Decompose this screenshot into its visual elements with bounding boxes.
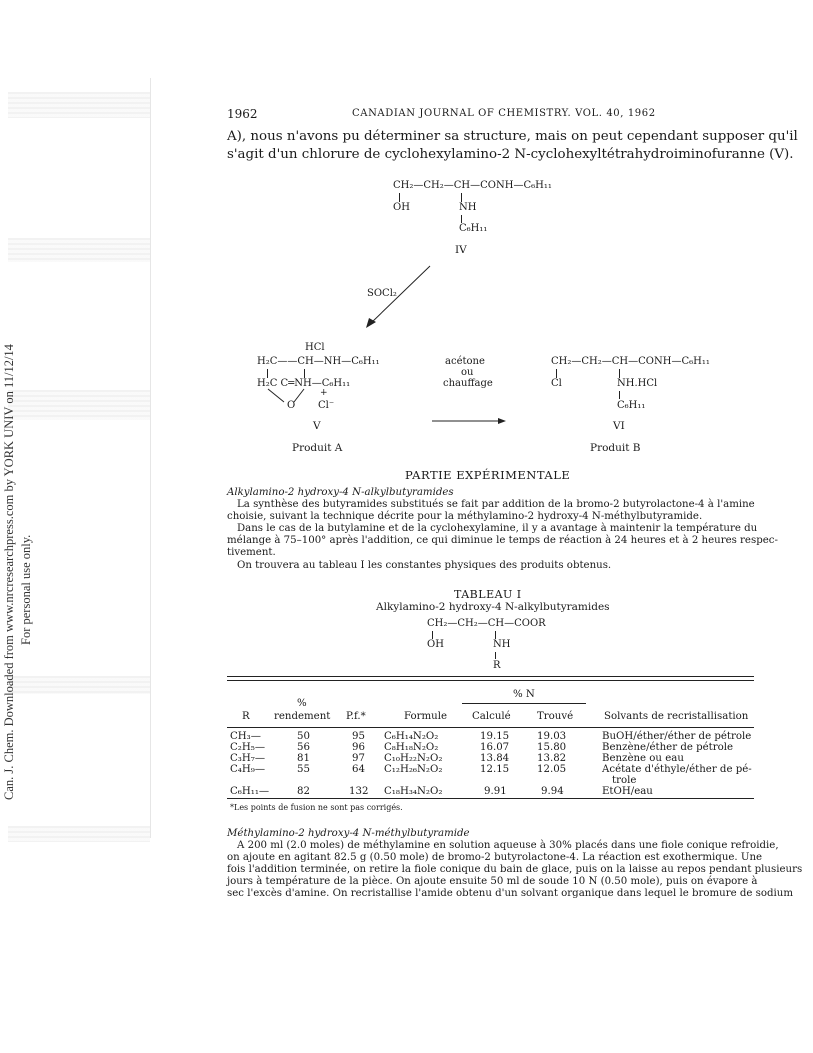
journal-header: CANADIAN JOURNAL OF CHEMISTRY. VOL. 40, 1962 bbox=[352, 108, 656, 119]
cell-rendement: 81 bbox=[297, 753, 310, 764]
compound-vi-nh: NH.HCl bbox=[617, 378, 658, 389]
table-footnote: *Les points de fusion ne sont pas corrigés. bbox=[230, 803, 403, 812]
table-structure-r: R bbox=[493, 660, 501, 671]
cell-calcule: 19.15 bbox=[480, 731, 510, 742]
compound-v-ring-top: H₂C——CH—NH—C₆H₁₁ bbox=[257, 356, 380, 367]
condition-3: chauffage bbox=[443, 378, 493, 389]
compound-v-plus: + bbox=[320, 388, 328, 398]
table-structure-backbone: CH₂—CH₂—CH—COOR bbox=[427, 618, 546, 629]
cell-formule: C₁₀H₂₂N₂O₂ bbox=[384, 753, 443, 764]
compound-iv-nh: NH bbox=[459, 202, 477, 213]
cell-trouve: 19.03 bbox=[537, 731, 567, 742]
col-header-pf: P.f.* bbox=[346, 711, 366, 722]
bond-line bbox=[461, 215, 462, 223]
condition-1: acétone bbox=[445, 356, 485, 367]
cell-rendement: 56 bbox=[297, 742, 310, 753]
bond-line bbox=[432, 631, 433, 639]
table-rule-top bbox=[227, 676, 754, 677]
cell-trouve: 12.05 bbox=[537, 764, 567, 775]
scan-edge bbox=[150, 78, 151, 838]
cell-pf: 96 bbox=[352, 742, 365, 753]
compound-iv-backbone: CH₂—CH₂—CH—CONH—C₆H₁₁ bbox=[393, 180, 552, 191]
cell-r: C₄H₉— bbox=[230, 764, 266, 775]
product-a-label: Produit A bbox=[292, 442, 343, 454]
compound-vi-chloro: Cl bbox=[551, 378, 562, 389]
cell-formule: C₁₈H₃₄N₂O₂ bbox=[384, 786, 443, 797]
cell-formule: C₁₂H₂₆N₂O₂ bbox=[384, 764, 443, 775]
reagent-label: SOCl₂ bbox=[367, 288, 397, 299]
cell-solvants: Benzène/éther de pétrole bbox=[602, 742, 734, 753]
paragraph-line: La synthèse des butyramides substitués se fait par addition de la bromo-2 butyrolactone-4 à l'amine bbox=[237, 499, 755, 510]
cell-pf: 97 bbox=[352, 753, 365, 764]
page-number: 1962 bbox=[227, 107, 258, 121]
table-rule-header bbox=[227, 727, 754, 728]
download-watermark bbox=[2, 240, 36, 800]
watermark-line-1: Can. J. Chem. Downloaded from www.nrcresearchpress.com by YORK UNIV on 11/12/14 bbox=[2, 344, 16, 800]
scan-artifact bbox=[8, 92, 150, 118]
col-header-solvants: Solvants de recristallisation bbox=[604, 711, 749, 722]
cell-solvants: Benzène ou eau bbox=[602, 753, 684, 764]
cell-calcule: 12.15 bbox=[480, 764, 510, 775]
compound-vi-label: VI bbox=[613, 420, 625, 432]
compound-v-oxygen: O bbox=[287, 400, 296, 411]
compound-iv-label: IV bbox=[455, 244, 467, 256]
bond-line bbox=[619, 391, 620, 399]
col-header-trouve: Trouvé bbox=[537, 711, 574, 722]
cell-pf: 64 bbox=[352, 764, 365, 775]
product-b-label: Produit B bbox=[590, 442, 641, 454]
bond-line bbox=[556, 369, 557, 378]
bond-line bbox=[267, 369, 268, 378]
cell-rendement: 50 bbox=[297, 731, 310, 742]
reaction-arrow-right bbox=[430, 416, 510, 426]
cell-r: CH₃— bbox=[230, 731, 261, 742]
table-structure-oh: OH bbox=[427, 639, 444, 650]
cell-r: C₃H₇— bbox=[230, 753, 266, 764]
compound-iv-cyclohexyl: C₆H₁₁ bbox=[459, 223, 488, 234]
compound-vi-cyclohexyl: C₆H₁₁ bbox=[617, 400, 646, 411]
scan-artifact bbox=[8, 826, 150, 842]
subsection-title-2: Méthylamino-2 hydroxy-4 N-méthylbutyramide bbox=[227, 828, 470, 839]
col-header-formule: Formule bbox=[404, 711, 448, 722]
paragraph-line: A 200 ml (2.0 moles) de méthylamine en solution aqueuse à 30% placés dans une fiole conique refroidie, bbox=[237, 840, 779, 851]
cell-pf: 95 bbox=[352, 731, 365, 742]
compound-v-chloride: Cl⁻ bbox=[318, 400, 335, 411]
paragraph-line: on ajoute en agitant 82.5 g (0.50 mole) de bromo-2 butyrolactone-4. La réaction est exothermique. Une bbox=[227, 852, 763, 863]
cell-calcule: 9.91 bbox=[484, 786, 507, 797]
cell-trouve: 13.82 bbox=[537, 753, 567, 764]
watermark-line-2: For personal use only. bbox=[19, 534, 33, 645]
compound-v-ring-bottom: H₂C C═NH—C₆H₁₁ bbox=[257, 378, 351, 389]
pct-header: % bbox=[297, 698, 307, 709]
paragraph-line: choisie, suivant la technique décrite pour la méthylamino-2 hydroxy-4 N-méthylbutyramide. bbox=[227, 511, 703, 522]
cell-formule: C₆H₁₄N₂O₂ bbox=[384, 731, 439, 742]
paragraph-line: On trouvera au tableau I les constantes physiques des produits obtenus. bbox=[237, 560, 612, 571]
table-structure-nh: NH bbox=[493, 639, 511, 650]
cell-solvants: Acétate d'éthyle/éther de pé- bbox=[602, 764, 752, 775]
bond-line bbox=[461, 193, 462, 202]
intro-line-2: s'agit d'un chlorure de cyclohexylamino-2 N-cyclohexyltétrahydroiminofuranne (V). bbox=[227, 147, 794, 162]
col-header-rendement: rendement bbox=[274, 711, 331, 722]
intro-line-1: A), nous n'avons pu déterminer sa structure, mais on peut cependant supposer qu'il bbox=[227, 129, 798, 144]
cell-trouve: 9.94 bbox=[541, 786, 564, 797]
col-header-calcule: Calculé bbox=[472, 711, 511, 722]
cell-calcule: 13.84 bbox=[480, 753, 510, 764]
compound-v-label: V bbox=[313, 420, 321, 432]
bond-line bbox=[304, 369, 305, 378]
paragraph-line: mélange à 75–100° après l'addition, ce qui diminue le temps de réaction à 24 heures et à 2 heures respec- bbox=[227, 535, 778, 546]
cell-trouve: 15.80 bbox=[537, 742, 567, 753]
cell-r: C₆H₁₁— bbox=[230, 786, 270, 797]
cell-solvants: EtOH/eau bbox=[602, 786, 653, 797]
col-header-r: R bbox=[242, 711, 250, 722]
pct-n-header: % N bbox=[513, 689, 535, 700]
compound-v-hcl: HCl bbox=[305, 342, 325, 353]
cell-solvants-continued: trole bbox=[612, 775, 637, 786]
compound-iv-oh: OH bbox=[393, 202, 410, 213]
cell-formule: C₈H₁₈N₂O₂ bbox=[384, 742, 439, 753]
cell-pf: 132 bbox=[349, 786, 369, 797]
bond-line bbox=[619, 369, 620, 378]
subsection-title-1: Alkylamino-2 hydroxy-4 N-alkylbutyramides bbox=[227, 487, 454, 498]
bond-line bbox=[495, 631, 496, 639]
paragraph-line: tivement. bbox=[227, 547, 276, 558]
cell-r: C₂H₅— bbox=[230, 742, 266, 753]
cell-calcule: 16.07 bbox=[480, 742, 510, 753]
section-title: PARTIE EXPÉRIMENTALE bbox=[405, 468, 571, 482]
bond-line bbox=[495, 652, 496, 659]
paragraph-line: fois l'addition terminée, on retire la fiole conique du bain de glace, puis on la laisse au repos pendant plusieurs bbox=[227, 864, 803, 875]
cell-rendement: 82 bbox=[297, 786, 310, 797]
table-rule-pct-n bbox=[462, 703, 586, 704]
table-caption: Alkylamino-2 hydroxy-4 N-alkylbutyramides bbox=[376, 601, 610, 613]
condition-2: ou bbox=[461, 367, 474, 378]
paragraph-line: Dans le cas de la butylamine et de la cyclohexylamine, il y a avantage à maintenir la température du bbox=[237, 523, 758, 534]
paragraph-line: sec l'excès d'amine. On recristallise l'amide obtenu d'un solvant organique dans lequel le bromure de sodium bbox=[227, 888, 794, 899]
compound-vi-backbone: CH₂—CH₂—CH—CONH—C₆H₁₁ bbox=[551, 356, 710, 367]
table-rule-bottom bbox=[227, 798, 754, 799]
paragraph-line: jours à température de la pièce. On ajoute ensuite 50 ml de soude 10 N (0.50 mole), puis on évapore à bbox=[227, 876, 758, 887]
cell-solvants: BuOH/éther/éther de pétrole bbox=[602, 731, 752, 742]
cell-rendement: 55 bbox=[297, 764, 310, 775]
table-rule-top-2 bbox=[227, 680, 754, 681]
bond-line bbox=[399, 193, 400, 202]
table-title: TABLEAU I bbox=[454, 588, 522, 601]
